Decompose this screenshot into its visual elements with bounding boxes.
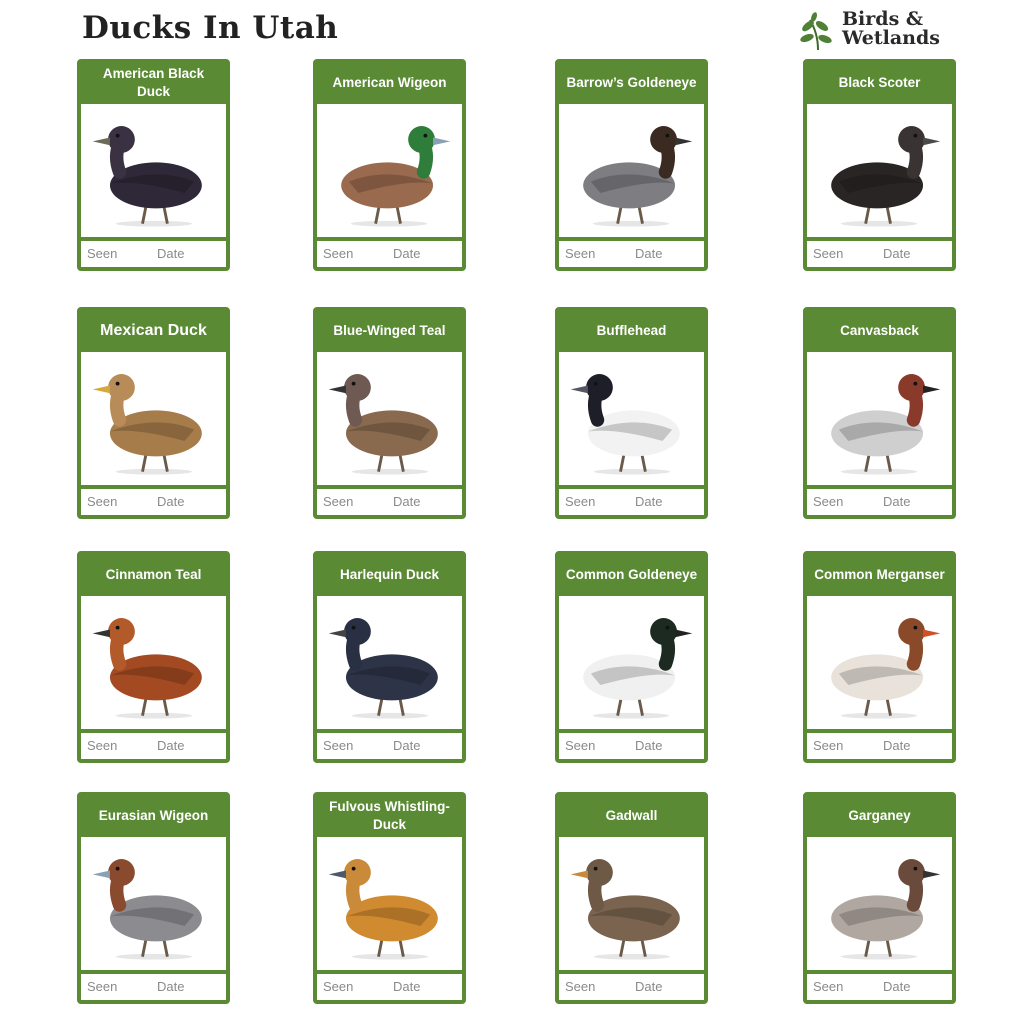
date-label: Date: [883, 246, 911, 261]
seen-label: Seen: [813, 246, 844, 261]
date-label: Date: [393, 979, 421, 994]
duck-image: [317, 597, 462, 731]
date-label: Date: [393, 738, 421, 753]
duck-card: [313, 59, 466, 271]
duck-photo: [559, 597, 704, 731]
duck-image: [81, 353, 226, 487]
duck-photo: [81, 838, 226, 972]
duck-image: [317, 838, 462, 972]
seen-label: Seen: [87, 738, 118, 753]
card-footer: [559, 485, 704, 515]
duck-card: [77, 792, 230, 1004]
duck-name: American Wigeon: [316, 62, 463, 104]
duck-photo: [81, 353, 226, 487]
duck-name: Black Scoter: [806, 62, 953, 104]
duck-name: Eurasian Wigeon: [80, 795, 227, 837]
duck-card: [803, 551, 956, 763]
seen-label: Seen: [323, 494, 354, 509]
duck-card: [77, 59, 230, 271]
duck-image: [559, 353, 704, 487]
date-label: Date: [883, 738, 911, 753]
duck-card: [313, 307, 466, 519]
duck-image: [807, 838, 952, 972]
duck-image: [317, 353, 462, 487]
card-footer: [807, 237, 952, 267]
duck-image: [807, 105, 952, 239]
duck-card: [803, 307, 956, 519]
card-footer: [81, 237, 226, 267]
duck-name: Fulvous Whistling-Duck: [316, 795, 463, 837]
date-label: Date: [883, 494, 911, 509]
card-footer: [559, 237, 704, 267]
leaf-icon: [798, 12, 838, 52]
duck-name: Garganey: [806, 795, 953, 837]
date-label: Date: [635, 494, 663, 509]
duck-card: [555, 551, 708, 763]
duck-name: Bufflehead: [558, 310, 705, 352]
duck-photo: [807, 105, 952, 239]
duck-name: Common Goldeneye: [558, 554, 705, 596]
duck-image: [807, 353, 952, 487]
date-label: Date: [157, 979, 185, 994]
duck-name: American Black Duck: [80, 62, 227, 104]
duck-image: [807, 597, 952, 731]
duck-name: Mexican Duck: [80, 310, 227, 352]
card-footer: [81, 729, 226, 759]
seen-label: Seen: [323, 246, 354, 261]
duck-card: [313, 792, 466, 1004]
duck-photo: [81, 597, 226, 731]
duck-card: [555, 792, 708, 1004]
duck-card: [803, 59, 956, 271]
page-title: Ducks In Utah: [82, 10, 339, 46]
card-footer: [317, 729, 462, 759]
duck-photo: [317, 105, 462, 239]
card-footer: [81, 485, 226, 515]
brand-line-2: Wetlands: [842, 27, 940, 49]
date-label: Date: [393, 494, 421, 509]
card-footer: [807, 970, 952, 1000]
duck-photo: [81, 105, 226, 239]
date-label: Date: [635, 246, 663, 261]
duck-image: [81, 597, 226, 731]
seen-label: Seen: [813, 494, 844, 509]
date-label: Date: [393, 246, 421, 261]
seen-label: Seen: [813, 979, 844, 994]
duck-name: Common Merganser: [806, 554, 953, 596]
card-footer: [81, 970, 226, 1000]
duck-card: [313, 551, 466, 763]
card-footer: [559, 729, 704, 759]
card-footer: [317, 970, 462, 1000]
brand-line-1: Birds &: [842, 8, 924, 30]
duck-card: [77, 551, 230, 763]
card-footer: [807, 729, 952, 759]
card-footer: [807, 485, 952, 515]
seen-label: Seen: [813, 738, 844, 753]
duck-image: [559, 597, 704, 731]
duck-photo: [559, 838, 704, 972]
card-footer: [317, 485, 462, 515]
seen-label: Seen: [565, 738, 596, 753]
seen-label: Seen: [565, 979, 596, 994]
duck-image: [559, 105, 704, 239]
seen-label: Seen: [323, 979, 354, 994]
duck-image: [317, 105, 462, 239]
duck-photo: [559, 353, 704, 487]
duck-name: Cinnamon Teal: [80, 554, 227, 596]
seen-label: Seen: [565, 246, 596, 261]
duck-name: Blue-Winged Teal: [316, 310, 463, 352]
seen-label: Seen: [87, 494, 118, 509]
date-label: Date: [635, 979, 663, 994]
duck-photo: [317, 353, 462, 487]
duck-image: [81, 105, 226, 239]
date-label: Date: [157, 738, 185, 753]
duck-image: [81, 838, 226, 972]
duck-name: Harlequin Duck: [316, 554, 463, 596]
seen-label: Seen: [87, 246, 118, 261]
duck-photo: [559, 105, 704, 239]
duck-name: Canvasback: [806, 310, 953, 352]
duck-name: Gadwall: [558, 795, 705, 837]
seen-label: Seen: [565, 494, 596, 509]
duck-card: [803, 792, 956, 1004]
seen-label: Seen: [323, 738, 354, 753]
duck-photo: [807, 838, 952, 972]
date-label: Date: [635, 738, 663, 753]
date-label: Date: [157, 494, 185, 509]
card-footer: [559, 970, 704, 1000]
duck-image: [559, 838, 704, 972]
duck-photo: [317, 597, 462, 731]
duck-card: [77, 307, 230, 519]
date-label: Date: [883, 979, 911, 994]
duck-card: [555, 307, 708, 519]
duck-photo: [807, 597, 952, 731]
brand-logo: [798, 8, 968, 54]
duck-card: [555, 59, 708, 271]
date-label: Date: [157, 246, 185, 261]
seen-label: Seen: [87, 979, 118, 994]
duck-name: Barrow’s Goldeneye: [558, 62, 705, 104]
card-footer: [317, 237, 462, 267]
duck-photo: [317, 838, 462, 972]
duck-photo: [807, 353, 952, 487]
